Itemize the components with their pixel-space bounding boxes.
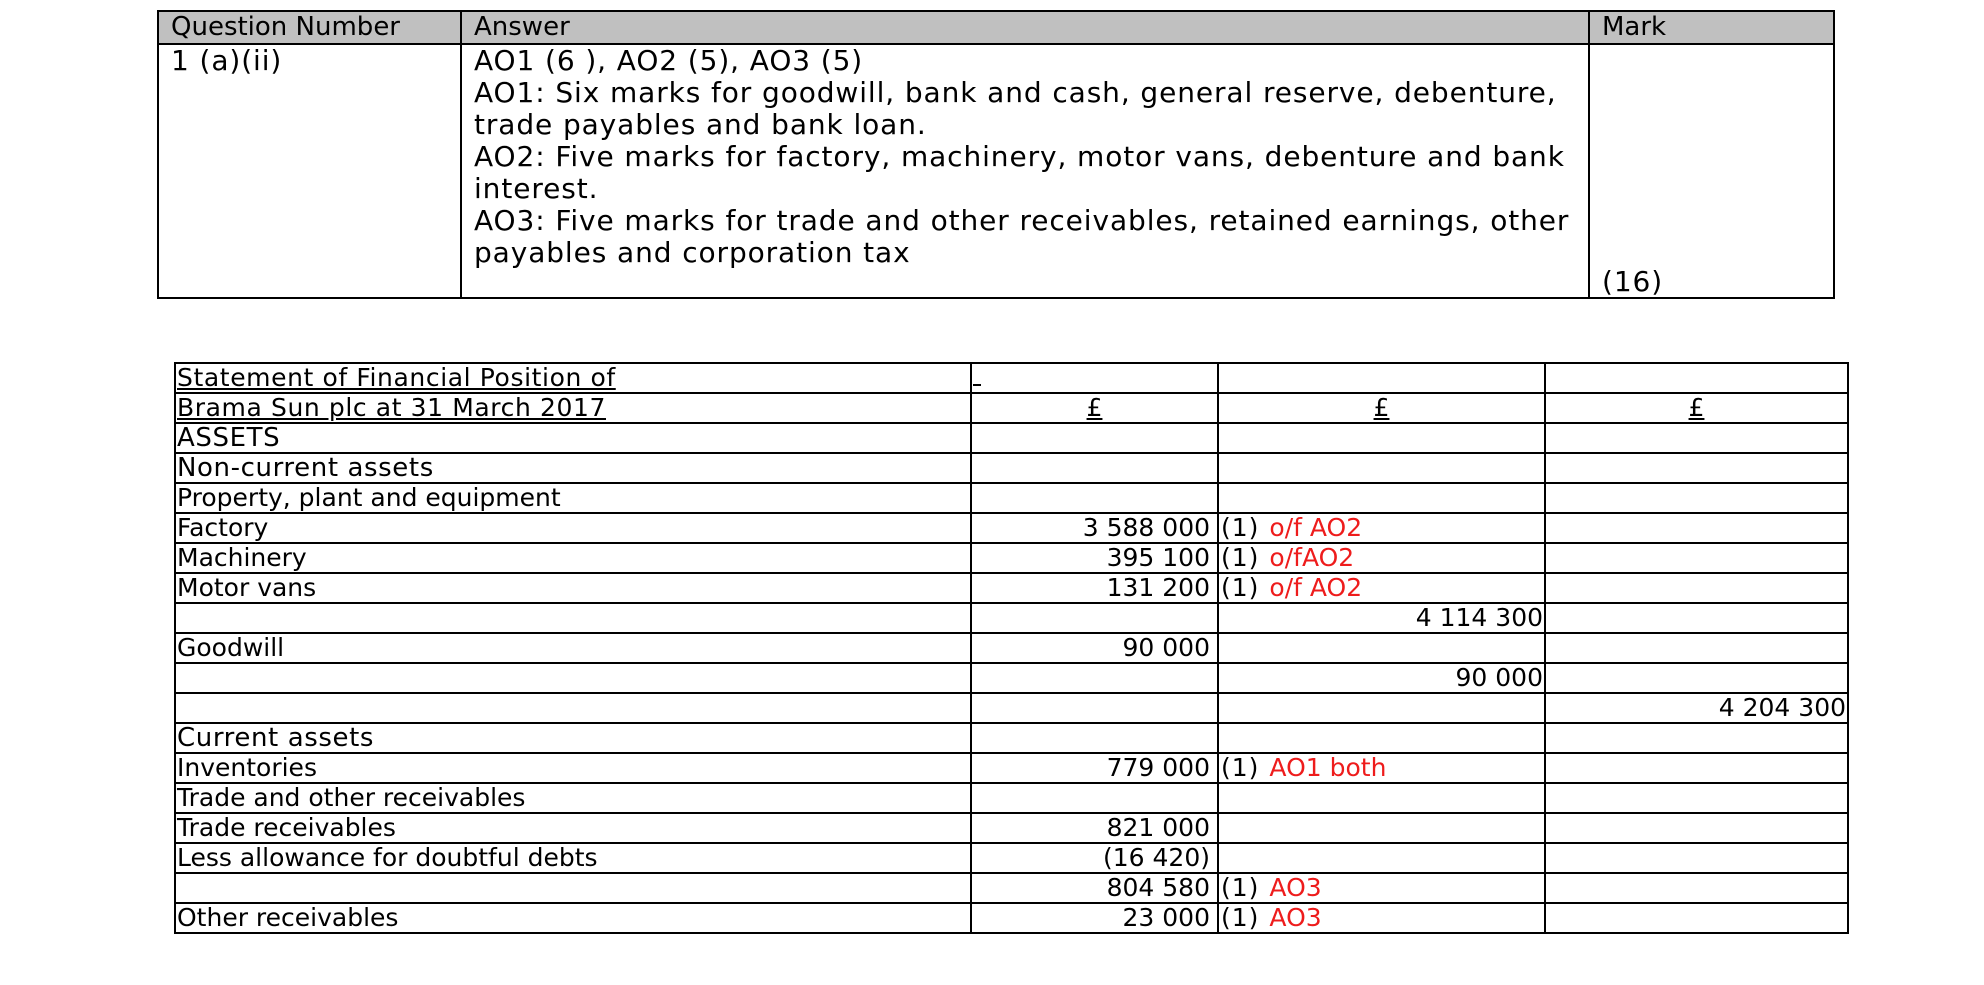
- currency-symbol: £: [1373, 393, 1390, 422]
- amount-col1: [971, 693, 1218, 723]
- line-item-label: Goodwill: [175, 633, 971, 663]
- amount-col2: [1218, 453, 1545, 483]
- assessment-objective-note: AO3: [1269, 873, 1322, 902]
- mark-scheme-header-row: [158, 11, 1834, 44]
- amount-col3: [1545, 813, 1848, 843]
- empty-cell: [971, 363, 1218, 393]
- amount-col2: [1218, 693, 1545, 723]
- mark-annotation-cell: [1218, 513, 1545, 543]
- mark-annotation-cell: [1218, 543, 1545, 573]
- section-heading: Current assets: [175, 723, 971, 753]
- line-item-label: Trade receivables: [175, 813, 971, 843]
- statement-currency-row: [175, 393, 1848, 423]
- amount-col2: [1218, 723, 1545, 753]
- amount-col1: [971, 453, 1218, 483]
- amount-col1: 821 000: [971, 813, 1218, 843]
- empty-cell: [1545, 363, 1848, 393]
- amount-col3: [1545, 783, 1848, 813]
- mark-annotation-cell: [1218, 903, 1545, 933]
- amount-col2: [1218, 633, 1545, 663]
- amount-col3: [1545, 843, 1848, 873]
- answer-line: payables and corporation tax: [474, 236, 911, 269]
- statement-row: [175, 633, 1848, 663]
- statement-title-line1: Statement of Financial Position of: [177, 363, 616, 392]
- statement-row: [175, 483, 1848, 513]
- amount-col1: 90 000: [971, 633, 1218, 663]
- mark-annotation-cell: [1218, 753, 1545, 783]
- statement-row: [175, 693, 1848, 723]
- amount-col3: [1545, 453, 1848, 483]
- statement-row: [175, 903, 1848, 933]
- line-item-label: Less allowance for doubtful debts: [175, 843, 971, 873]
- amount-col1: 395 100: [971, 543, 1218, 573]
- section-heading: ASSETS: [175, 423, 971, 453]
- mark-awarded: (1): [1221, 513, 1260, 542]
- statement-row: [175, 723, 1848, 753]
- amount-col2: [1218, 843, 1545, 873]
- answer-line: AO1 (6 ), AO2 (5), AO3 (5): [474, 44, 864, 77]
- statement-row: [175, 783, 1848, 813]
- mark-annotation-cell: [1218, 573, 1545, 603]
- question-number-cell: 1 (a)(ii): [158, 44, 461, 298]
- answer-header: Answer: [461, 11, 1589, 44]
- question-number-header: Question Number: [158, 11, 461, 44]
- statement-title-cell: [175, 393, 971, 423]
- answer-cell: [461, 44, 1589, 298]
- amount-col2: [1218, 783, 1545, 813]
- line-item-label: Property, plant and equipment: [175, 483, 971, 513]
- line-item-label: [175, 693, 971, 723]
- amount-col3: [1545, 423, 1848, 453]
- amount-col2: [1218, 813, 1545, 843]
- currency-header: [971, 393, 1218, 423]
- currency-header: [1545, 393, 1848, 423]
- statement-row: [175, 573, 1848, 603]
- amount-col3: [1545, 543, 1848, 573]
- statement-row: [175, 813, 1848, 843]
- amount-col1: [971, 783, 1218, 813]
- line-item-label: Factory: [175, 513, 971, 543]
- mark-header: Mark: [1589, 11, 1834, 44]
- mark-awarded: (1): [1221, 873, 1260, 902]
- answer-line: interest.: [474, 172, 599, 205]
- amount-col1: [971, 423, 1218, 453]
- answer-line: AO3: Five marks for trade and other receivables, retained earnings, other: [474, 204, 1570, 237]
- amount-col3: [1545, 633, 1848, 663]
- assessment-objective-note: o/fAO2: [1269, 543, 1355, 572]
- line-item-label: [175, 603, 971, 633]
- amount-col3: 4 204 300: [1545, 693, 1848, 723]
- answer-line: AO1: Six marks for goodwill, bank and cash, general reserve, debenture,: [474, 76, 1557, 109]
- assessment-objective-note: AO3: [1269, 903, 1322, 932]
- mark-scheme-row: [158, 44, 1834, 298]
- amount-col3: [1545, 573, 1848, 603]
- statement-row: [175, 453, 1848, 483]
- statement-row: [175, 663, 1848, 693]
- line-item-label: Motor vans: [175, 573, 971, 603]
- amount-col3: [1545, 513, 1848, 543]
- currency-symbol: £: [1688, 393, 1705, 422]
- statement-title-cell: [175, 363, 971, 393]
- amount-col1: 779 000: [971, 753, 1218, 783]
- text-cursor-mark: [973, 368, 981, 386]
- amount-col3: [1545, 873, 1848, 903]
- currency-header: [1218, 393, 1545, 423]
- answer-line: trade payables and bank loan.: [474, 108, 927, 141]
- amount-col1: 804 580: [971, 873, 1218, 903]
- mark-awarded: (1): [1221, 753, 1260, 782]
- amount-col3: [1545, 603, 1848, 633]
- amount-col3: [1545, 903, 1848, 933]
- amount-col2: [1218, 483, 1545, 513]
- amount-col3: [1545, 723, 1848, 753]
- amount-col1: [971, 603, 1218, 633]
- line-item-label: Other receivables: [175, 903, 971, 933]
- mark-cell: (16): [1589, 44, 1834, 298]
- amount-col2: 90 000: [1218, 663, 1545, 693]
- amount-col1: [971, 723, 1218, 753]
- line-item-label: [175, 873, 971, 903]
- section-heading: Non-current assets: [175, 453, 971, 483]
- empty-cell: [1218, 363, 1545, 393]
- mark-awarded: (1): [1221, 543, 1260, 572]
- statement-row: [175, 753, 1848, 783]
- amount-col3: [1545, 753, 1848, 783]
- line-item-label: Trade and other receivables: [175, 783, 971, 813]
- line-item-label: [175, 663, 971, 693]
- statement-row: [175, 843, 1848, 873]
- amount-col1: 23 000: [971, 903, 1218, 933]
- mark-awarded: (1): [1221, 903, 1260, 932]
- line-item-label: Inventories: [175, 753, 971, 783]
- mark-annotation-cell: [1218, 873, 1545, 903]
- statement-title-line2: Brama Sun plc at 31 March 2017: [177, 393, 606, 422]
- assessment-objective-note: o/f AO2: [1269, 513, 1363, 542]
- amount-col3: [1545, 483, 1848, 513]
- mark-awarded: (1): [1221, 573, 1260, 602]
- amount-col2: [1218, 423, 1545, 453]
- amount-col1: [971, 483, 1218, 513]
- statement-row: [175, 513, 1848, 543]
- assessment-objective-note: o/f AO2: [1269, 573, 1363, 602]
- amount-col1: (16 420): [971, 843, 1218, 873]
- statement-row: [175, 423, 1848, 453]
- line-item-label: Machinery: [175, 543, 971, 573]
- amount-col2: 4 114 300: [1218, 603, 1545, 633]
- amount-col3: [1545, 663, 1848, 693]
- amount-col1: 131 200: [971, 573, 1218, 603]
- financial-position-table: [174, 362, 1849, 934]
- mark-scheme-table: [157, 10, 1835, 299]
- statement-title-row: [175, 363, 1848, 393]
- currency-symbol: £: [1086, 393, 1103, 422]
- statement-row: [175, 873, 1848, 903]
- amount-col1: 3 588 000: [971, 513, 1218, 543]
- answer-line: AO2: Five marks for factory, machinery, motor vans, debenture and bank: [474, 140, 1565, 173]
- amount-col1: [971, 663, 1218, 693]
- statement-row: [175, 543, 1848, 573]
- statement-row: [175, 603, 1848, 633]
- assessment-objective-note: AO1 both: [1269, 753, 1387, 782]
